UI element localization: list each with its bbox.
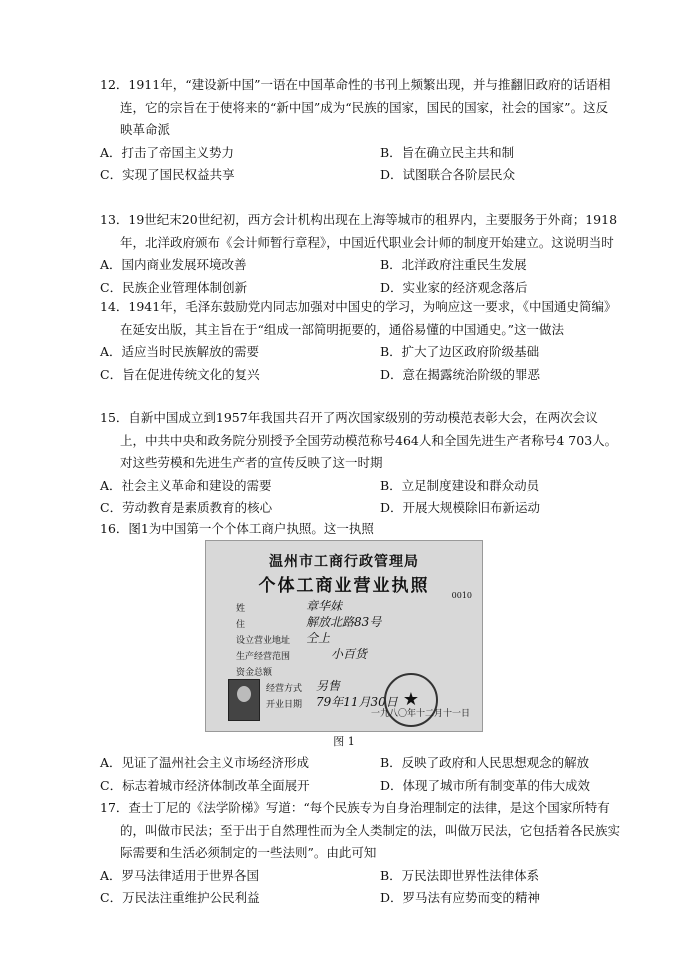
field-date: 79年11月30日: [316, 695, 398, 709]
question-14: [100, 296, 620, 386]
option-c[interactable]: C．劳动教育是素质教育的核心: [100, 500, 273, 515]
option-c[interactable]: C．实现了国民权益共享: [100, 167, 235, 182]
option-d[interactable]: D．意在揭露统治阶级的罪恶: [380, 366, 541, 382]
field-label: 开业日期: [266, 700, 303, 710]
issue-date: 一九八〇年十二月十一日: [370, 709, 470, 719]
option-b[interactable]: B．万民法即世界性法律体系: [380, 867, 540, 883]
license-title: 个体工商业营业执照: [258, 576, 430, 596]
license-issuer: 温州市工商行政管理局: [269, 554, 419, 570]
question-17: [100, 797, 620, 910]
question-15: [100, 407, 620, 520]
option-d[interactable]: D．罗马法有应势而变的精神: [380, 890, 541, 905]
question-stem: 13．19世纪末20世纪初，西方会计机构出现在上海等城市的租界内，主要服务于外商；1918年，北洋政府颁布《会计师暂行章程》，中国近代职业会计师的制度开始建立。这说明当时: [100, 212, 618, 250]
option-c[interactable]: C．标志着城市经济体制改革全面展开: [100, 777, 310, 793]
field-label: 经营方式: [266, 684, 303, 694]
field-label: 生产经营范围: [236, 652, 291, 662]
field-label: 设立营业地址: [236, 636, 291, 646]
option-c[interactable]: C．万民法注重维护公民利益: [100, 890, 260, 905]
option-d[interactable]: D．试图联合各阶层民众: [380, 167, 516, 182]
option-d[interactable]: D．开展大规模除旧布新运动: [380, 500, 541, 515]
portrait-photo: [228, 679, 260, 721]
option-a[interactable]: A．罗马法律适用于世界各国: [100, 867, 260, 883]
question-13: [100, 209, 620, 299]
question-stem: 17．查士丁尼的《法学阶梯》写道：“每个民族专为自身治理制定的法律，是这个国家所特有的，叫做市民法；至于出于自然理性而为全人类制定的法，叫做万民法，它包括着各民族实际需要和生活必须制定的一些法则”。由此可知: [100, 800, 621, 860]
field-label: 资金总额: [236, 668, 273, 678]
question-12: [100, 74, 620, 187]
option-a[interactable]: A．社会主义革命和建设的需要: [100, 477, 272, 493]
license-number: 0010: [451, 591, 472, 600]
option-b[interactable]: B．北洋政府注重民生发展: [380, 257, 527, 272]
option-d[interactable]: D．实业家的经济观念落后: [380, 279, 528, 295]
official-seal-icon: ★: [384, 673, 438, 727]
option-b[interactable]: B．旨在确立民主共和制: [380, 144, 515, 160]
option-a[interactable]: A．国内商业发展环境改善: [100, 257, 247, 272]
field-same: 仝上: [306, 631, 331, 645]
field-address: 解放北路83号: [306, 615, 382, 629]
question-stem: 14．1941年，毛泽东鼓励党内同志加强对中国史的学习，为响应这一要求，《中国通史简编》在延安出版，其主旨在于“组成一部简明扼要的，通俗易懂的中国通史。”这一做法: [100, 299, 617, 337]
field-label: 姓: [236, 604, 246, 614]
question-16-options: [100, 752, 620, 797]
field-mode: 另售: [316, 679, 341, 693]
question-stem: 16．图1为中国第一个个体工商户执照。这一执照: [100, 521, 374, 536]
question-stem: 12．1911年，“建设新中国”一语在中国革命性的书刊上频繁出现，并与推翻旧政府的话语相连，它的宗旨在于使将来的“新中国”成为“民族的国家，国民的国家，社会的国家”。这反映革命派: [100, 77, 611, 137]
field-name: 章华妹: [306, 599, 343, 613]
field-label: 住: [236, 620, 246, 630]
option-d[interactable]: D．体现了城市所有制变革的伟大成效: [380, 777, 591, 793]
option-a[interactable]: A．适应当时民族解放的需要: [100, 344, 260, 359]
option-a[interactable]: A．见证了温州社会主义市场经济形成: [100, 755, 310, 770]
option-b[interactable]: B．立足制度建设和群众动员: [380, 477, 540, 493]
option-a[interactable]: A．打击了帝国主义势力: [100, 144, 235, 160]
license-photo: [205, 540, 483, 732]
option-c[interactable]: C．旨在促进传统文化的复兴: [100, 366, 260, 382]
figure-caption: 图 1: [333, 735, 355, 748]
option-b[interactable]: B．扩大了边区政府阶级基础: [380, 344, 540, 359]
field-goods: 小百货: [331, 647, 368, 661]
question-stem: 15．自新中国成立到1957年我国共召开了两次国家级别的劳动模范表彰大会，在两次会议上，中共中央和政务院分别授予全国劳动模范称号464人和全国先进生产者称号4 703人。对这些劳模和先进生产者的宣传反映了这一时期: [100, 410, 618, 470]
option-c[interactable]: C．民族企业管理体制创新: [100, 279, 248, 295]
option-b[interactable]: B．反映了政府和人民思想观念的解放: [380, 755, 590, 770]
question-16: [100, 518, 620, 541]
